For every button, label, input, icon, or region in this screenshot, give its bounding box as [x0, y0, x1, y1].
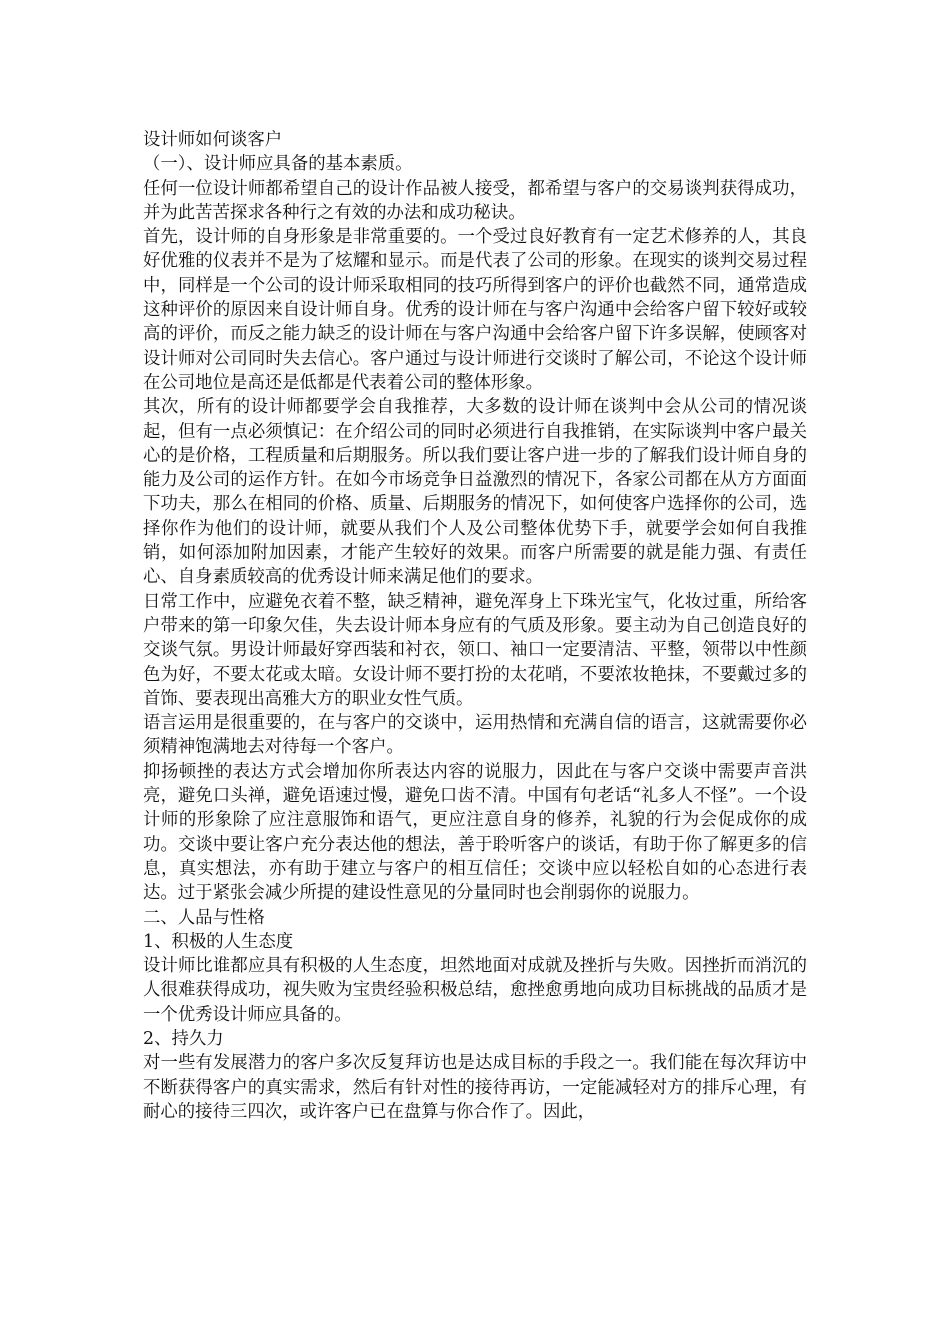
- section-heading-1: （一）、设计师应具备的基本素质。: [143, 154, 413, 175]
- subheading-1: 1、积极的人生态度: [143, 931, 294, 952]
- paragraph: 语言运用是很重要的，在与客户的交谈中，运用热情和充满自信的语言，这就需要你必须精神饱满地去对待每一个客户。: [143, 713, 807, 758]
- paragraph: 设计师比谁都应具有积极的人生态度，坦然地面对成就及挫折与失败。因挫折而消沉的人很难获得成功，视失败为宝贵经验积极总结，愈挫愈勇地向成功目标挑战的品质才是一个优秀设计师应具备的。: [143, 956, 807, 1025]
- paragraph: 任何一位设计师都希望自己的设计作品被人接受，都希望与客户的交易谈判获得成功，并为此苦苦探求各种行之有效的办法和成功秘诀。: [143, 178, 807, 223]
- paragraph: 其次，所有的设计师都要学会自我推荐，大多数的设计师在谈判中会从公司的情况谈起，但有一点必须慎记：在介绍公司的同时必须进行自我推销，在实际谈判中客户最关心的是价格，工程质量和后期服务。所以我们要让客户进一步的了解我们设计师自身的能力及公司的运作方针。在如今市场竞争日益激烈的情况下，各家公司都在从方方面面下功夫，那么在相同的价格、质量、后期服务的情况下，如何使客户选择你的公司，选择你作为他们的设计师，就要从我们个人及公司整体优势下手，就要学会如何自我推销，如何添加附加因素，才能产生较好的效果。而客户所需要的就是能力强、有责任心、自身素质较高的优秀设计师来满足他们的要求。: [143, 397, 807, 588]
- paragraph: 日常工作中，应避免衣着不整，缺乏精神，避免浑身上下珠光宝气，化妆过重，所给客户带来的第一印象欠佳，失去设计师本身应有的气质及形象。要主动为自己创造良好的交谈气氛。男设计师最好穿西装和衬衣，领口、袖口一定要清洁、平整，领带以中性颜色为好，不要太花或太暗。女设计师不要打扮的太花哨，不要浓妆艳抹，不要戴过多的首饰、要表现出高雅大方的职业女性气质。: [143, 591, 807, 709]
- paragraph: 对一些有发展潜力的客户多次反复拜访也是达成目标的手段之一。我们能在每次拜访中不断获得客户的真实需求，然后有针对性的接待再访，一定能减轻对方的排斥心理，有耐心的接待三四次，或许客户已在盘算与你合作了。因此，: [143, 1053, 807, 1122]
- document-body: [143, 128, 807, 1124]
- document-title: 设计师如何谈客户: [143, 130, 283, 150]
- subheading-2: 2、持久力: [143, 1028, 224, 1049]
- section-heading-2: 二、人品与性格: [143, 907, 265, 928]
- paragraph: 首先，设计师的自身形象是非常重要的。一个受过良好教育有一定艺术修养的人，其良好优雅的仪表并不是为了炫耀和显示。而是代表了公司的形象。在现实的谈判交易过程中，同样是一个公司的设计师采取相同的技巧所得到客户的评价也截然不同，通常造成这种评价的原因来自设计师自身。优秀的设计师在与客户沟通中会给客户留下较好或较高的评价，而反之能力缺乏的设计师在与客户沟通中会给客户留下许多误解，使顾客对设计师对公司同时失去信心。客户通过与设计师进行交谈时了解公司，不论这个设计师在公司地位是高还是低都是代表着公司的整体形象。: [143, 227, 807, 393]
- paragraph: 抑扬顿挫的表达方式会增加你所表达内容的说服力，因此在与客户交谈中需要声音洪亮，避免口头禅，避免语速过慢，避免口齿不清。中国有句老话“礼多人不怪”。一个设计师的形象除了应注意服饰和语气，更应注意自身的修养，礼貌的行为会促成你的成功。交谈中要让客户充分表达他的想法，善于聆听客户的谈话，有助于你了解更多的信息，真实想法，亦有助于建立与客户的相互信任；交谈中应以轻松自如的心态进行表达。过于紧张会减少所提的建设性意见的分量同时也会削弱你的说服力。: [143, 761, 807, 904]
